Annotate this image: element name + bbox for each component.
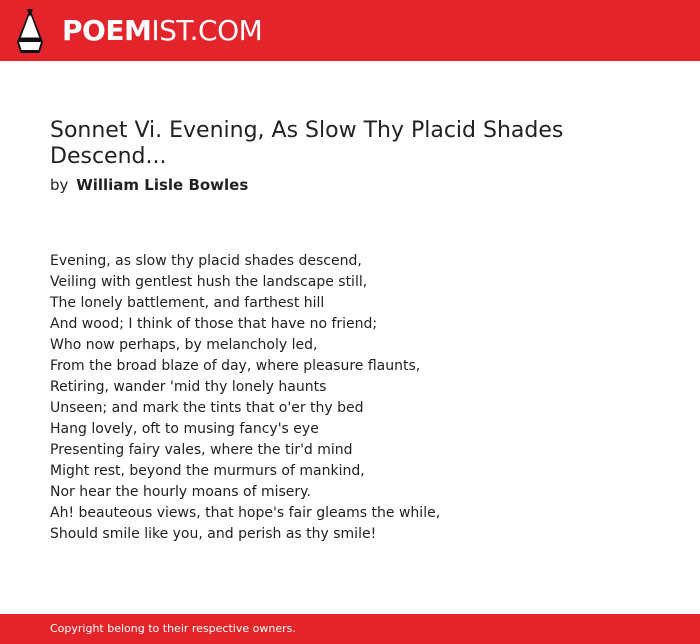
by-label: by [50,176,69,194]
poem-line: From the broad blaze of day, where pleasure flaunts, [50,358,421,374]
poem-line: The lonely battlement, and farthest hill [50,295,325,311]
logo-light-text: IST.COM [151,14,263,47]
poem-line: And wood; I think of those that have no friend; [50,316,378,332]
site-logo-text [62,15,262,47]
author-link[interactable]: William Lisle Bowles [76,176,249,194]
poem-line: Nor hear the hourly moans of misery. [50,484,311,500]
site-header [0,0,700,61]
site-footer [0,614,700,644]
poem-content [50,118,650,545]
poem-line: Retiring, wander 'mid thy lonely haunts [50,379,327,395]
poem-line: Should smile like you, and perish as thy smile! [50,526,377,542]
pencil-icon [17,9,43,53]
poem-line: Veiling with gentlest hush the landscape still, [50,274,368,290]
poem-byline [50,175,650,195]
poem-line: Unseen; and mark the tints that o'er thy bed [50,400,364,416]
poem-line: Ah! beauteous views, that hope's fair gleams the while, [50,505,441,521]
logo-bold-text: POEM [62,14,152,47]
poem-line: Might rest, beyond the murmurs of mankind, [50,463,365,479]
poem-body [50,251,650,545]
poem-line: Evening, as slow thy placid shades descend, [50,253,362,269]
poem-line: Hang lovely, oft to musing fancy's eye [50,421,319,437]
poem-line: Who now perhaps, by melancholy led, [50,337,318,353]
poem-title: Sonnet Vi. Evening, As Slow Thy Placid Shades Descend... [50,118,564,169]
poem-line: Presenting fairy vales, where the tir'd mind [50,442,353,458]
copyright-text: Copyright belong to their respective owners. [50,622,296,635]
